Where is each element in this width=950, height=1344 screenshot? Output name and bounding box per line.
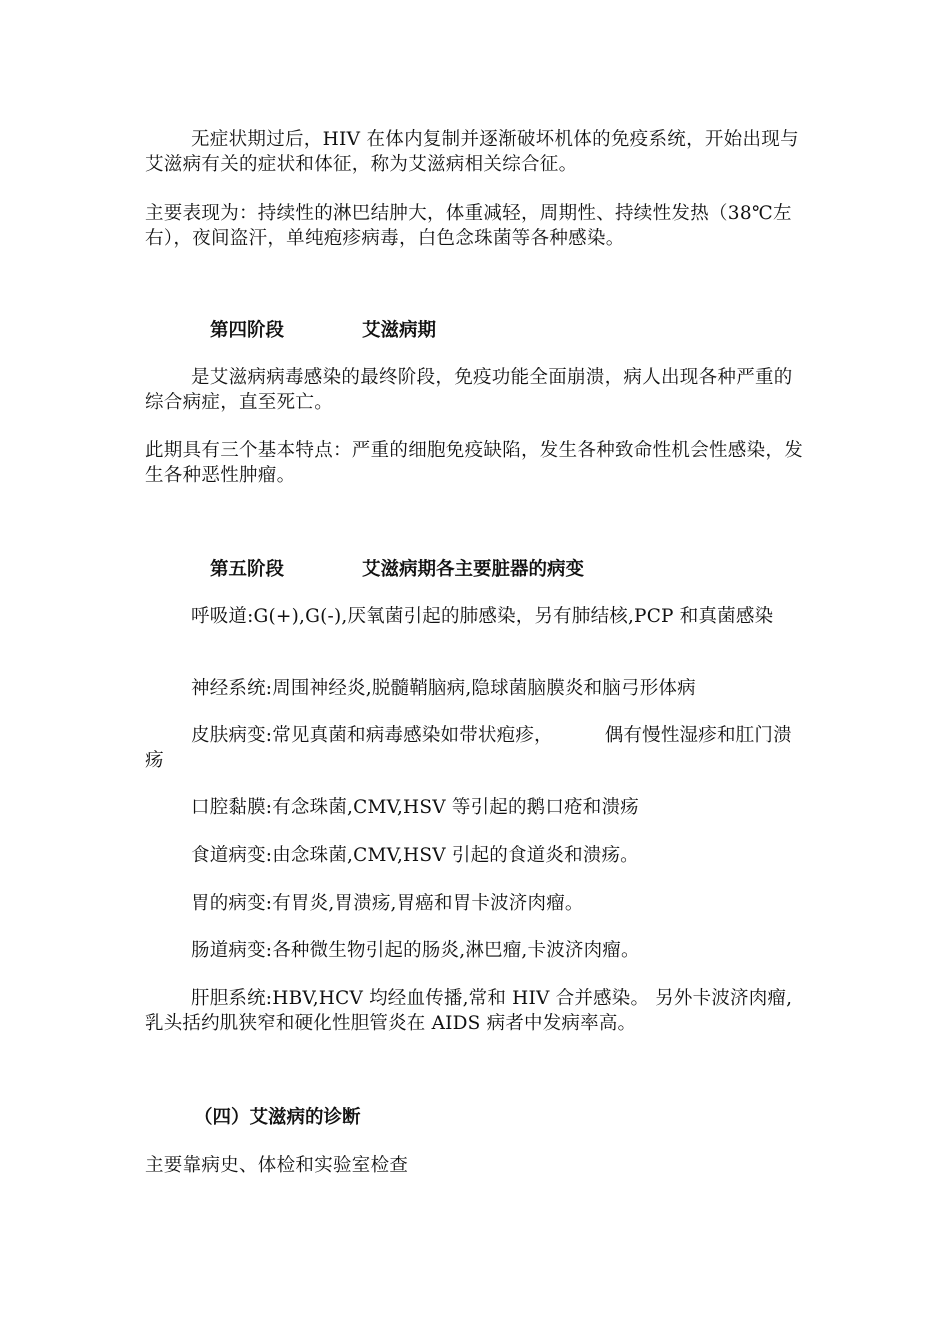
organ-item-nervous: 神经系统:周围神经炎,脱髓鞘脑病,隐球菌脑膜炎和脑弓形体病 [191,678,696,699]
stage4-paragraph-2: 此期具有三个基本特点：严重的细胞免疫缺陷，发生各种致命性机会性感染，发生各种恶性肿瘤。 [145,440,804,486]
stage5-heading-name: 艾滋病期各主要脏器的病变 [362,559,585,580]
organ-item-respiratory: 呼吸道:G(+),G(-),厌氧菌引起的肺感染，另有肺结核,PCP 和真菌感染 [191,606,774,627]
stage4-heading-name: 艾滋病期 [362,320,437,341]
stage4-paragraph-1: 是艾滋病病毒感染的最终阶段，免疫功能全面崩溃，病人出现各种严重的综合病症，直至死亡。 [145,367,793,413]
stage5-heading-stage: 第五阶段 [210,559,285,580]
stage5-heading [210,557,584,582]
stage4-heading [210,318,436,343]
organ-item-skin-part2: 偶有慢性湿疹和肛门溃疡 [145,725,792,771]
organ-item-stomach: 胃的病变:有胃炎,胃溃疡,胃癌和胃卡波济肉瘤。 [191,893,584,914]
organ-item-hepatobiliary: 肝胆系统:HBV,HCV 均经血传播,常和 HIV 合并感染。 另外卡波济肉瘤,乳头括约肌狭窄和硬化性胆管炎在 AIDS 病者中发病率高。 [145,988,793,1034]
diagnosis-heading: （四）艾滋病的诊断 [194,1107,361,1128]
stage3-paragraph-1: 无症状期过后，HIV 在体内复制并逐渐破坏机体的免疫系统，开始出现与艾滋病有关的症状和体征，称为艾滋病相关综合征。 [145,129,799,175]
organ-item-intestine: 肠道病变:各种微生物引起的肠炎,淋巴瘤,卡波济肉瘤。 [191,940,640,961]
organ-item-esophagus: 食道病变:由念珠菌,CMV,HSV 引起的食道炎和溃疡。 [191,845,639,866]
organ-item-oral: 口腔黏膜:有念珠菌,CMV,HSV 等引起的鹅口疮和溃疡 [191,797,639,818]
organ-item-skin-part1: 皮肤病变:常见真菌和病毒感染如带状疱疹， [191,725,553,746]
organ-item-skin [145,723,810,773]
diagnosis-paragraph: 主要靠病史、体检和实验室检查 [145,1155,409,1176]
stage3-paragraph-2: 主要表现为：持续性的淋巴结肿大，体重减轻，周期性、持续性发热（38℃左右），夜间盗汗，单纯疱疹病毒，白色念珠菌等各种感染。 [145,203,792,249]
stage4-heading-stage: 第四阶段 [210,320,285,341]
